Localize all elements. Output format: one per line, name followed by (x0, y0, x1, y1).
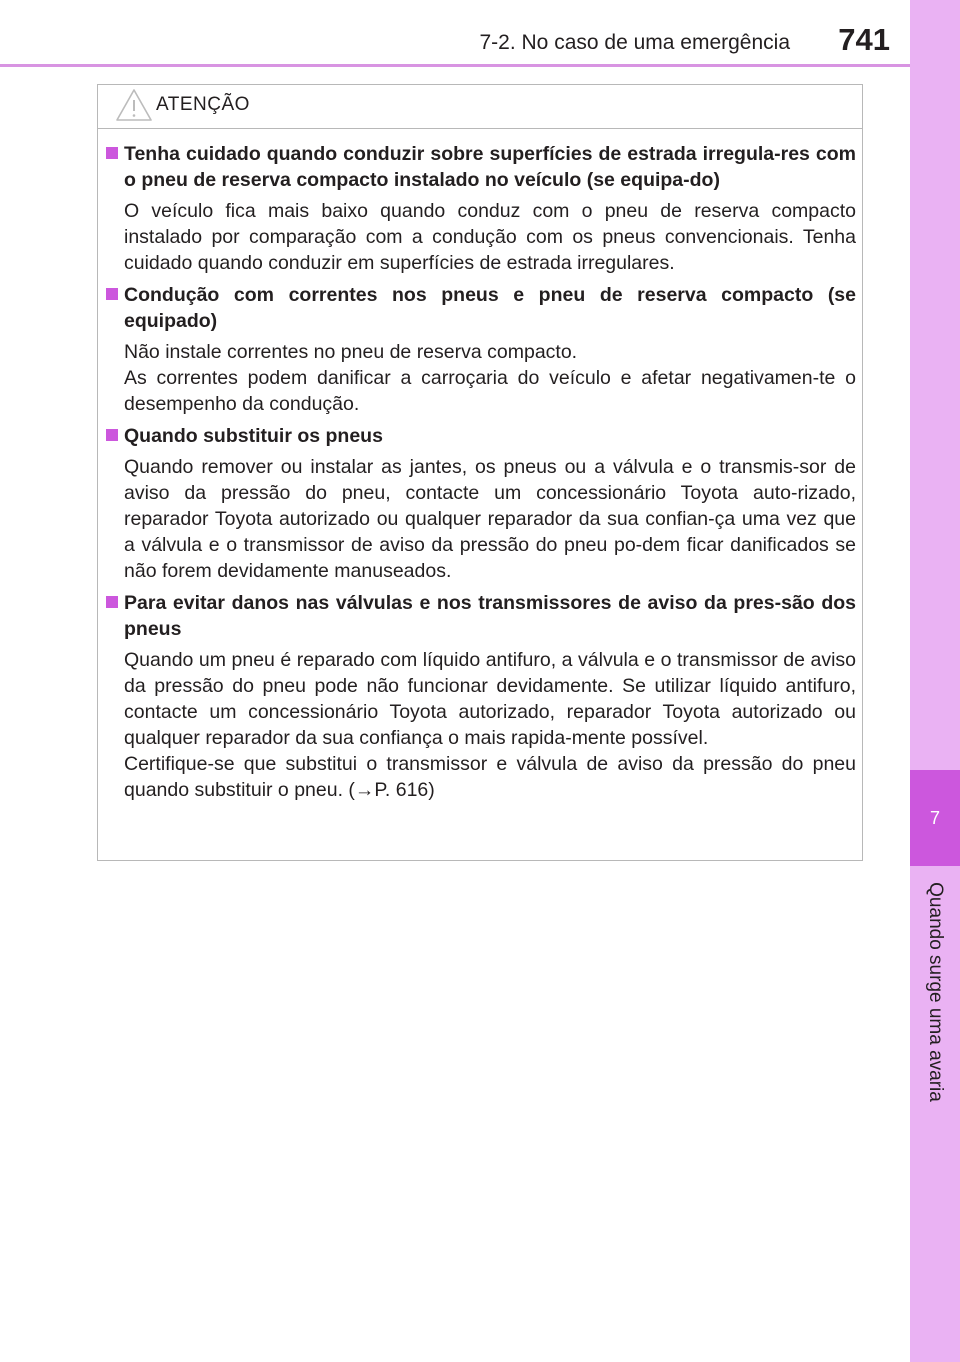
bullet-square-icon (106, 147, 118, 159)
header-rule (0, 64, 910, 67)
chapter-title: Quando surge uma avaria (925, 882, 946, 1102)
item-body: Quando remover ou instalar as jantes, os pneus ou a válvula e o transmis-sor de aviso da pressão do pneu, contacte um concessionário Toyota auto-rizado, reparador Toyota autorizado ou qualquer reparador da sua confian-ça uma vez que a válvula e o transmissor de aviso da pressão do pneu po-dem ficar danificados se não forem devidamente manuseados. (124, 456, 856, 582)
item-title: Condução com correntes nos pneus e pneu de reserva compacto (se equipado) (106, 282, 856, 334)
chapter-number-block (910, 770, 960, 866)
warning-label: ATENÇÃO (156, 94, 250, 115)
warning-triangle-icon (115, 88, 153, 122)
item-body-line: As correntes podem danificar a carroçaria do veículo e afetar negativamen-te o desempenho da condução. (124, 367, 856, 415)
bullet-square-icon (106, 429, 118, 441)
warning-box (97, 84, 863, 861)
page-number: 741 (838, 22, 890, 57)
bullet-square-icon (106, 596, 118, 608)
item-body-line: Não instale correntes no pneu de reserva compacto. (124, 341, 578, 363)
chapter-number: 7 (929, 808, 940, 828)
warning-item (106, 282, 856, 417)
item-title: Para evitar danos nas válvulas e nos transmissores de aviso da pres-são dos pneus (106, 590, 856, 642)
warning-item (106, 423, 856, 584)
warning-header (98, 85, 862, 129)
item-title: Quando substituir os pneus (106, 423, 856, 449)
item-body (124, 647, 856, 803)
chapter-side-tab (910, 0, 960, 1362)
warning-content (106, 141, 856, 809)
bullet-square-icon (106, 288, 118, 300)
item-title: Tenha cuidado quando conduzir sobre superfícies de estrada irregula-res com o pneu de reserva compacto instalado no veículo (se equipa-do) (106, 141, 856, 193)
item-body-line: Certifique-se que substitui o transmissor e válvula de aviso da pressão do pneu quando substituir o pneu. (→P. 616) (124, 753, 856, 801)
warning-item (106, 590, 856, 803)
warning-item (106, 141, 856, 276)
item-body: O veículo fica mais baixo quando conduz com o pneu de reserva compacto instalado por comparação com a condução com os pneus convencionais. Tenha cuidado quando conduzir em superfícies de estrada irregulares. (124, 200, 856, 274)
item-body-line: Quando um pneu é reparado com líquido antifuro, a válvula e o transmissor de aviso da pressão do pneu pode não funcionar devidamente. Se utilizar líquido antifuro, contacte um concessionário Toyota autorizado, reparador Toyota autorizado ou qualquer reparador da sua confiança o mais rapida-mente possível. (124, 649, 856, 749)
section-title: 7-2. No caso de uma emergência (479, 31, 790, 54)
item-body (124, 339, 856, 417)
